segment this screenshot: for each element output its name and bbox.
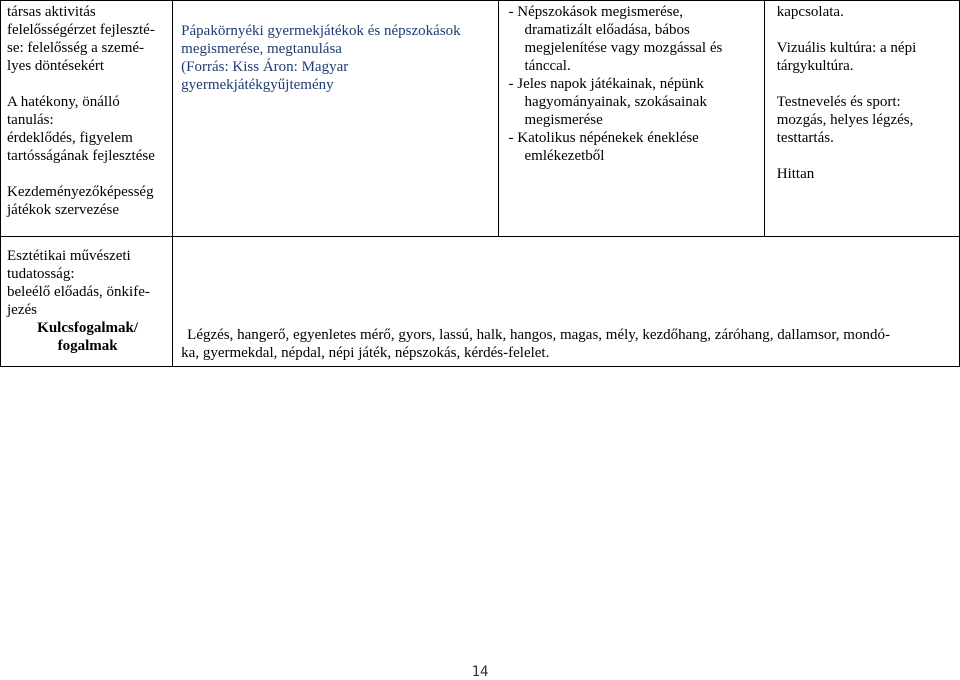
connection-item <box>777 3 955 21</box>
connection-item <box>777 39 955 75</box>
competence-text: beleélő előadás, önkife- <box>7 284 150 300</box>
activity-line: - Jeles napok játékainak, népünk <box>508 76 704 92</box>
table-row <box>1 1 960 237</box>
key-concepts-cell <box>173 237 960 367</box>
activity-line: hagyományainak, szokásainak <box>524 94 707 110</box>
activity-line: megjelenítése vagy mozgással és <box>524 40 723 56</box>
content-line: megismerése, megtanulása <box>181 41 342 57</box>
content-line: Pápakörnyéki gyermekjátékok és népszokások <box>181 23 461 39</box>
activity-line: tánccal. <box>524 58 571 74</box>
key-concepts-heading: Kulcsfogalmak/ <box>37 320 138 336</box>
competence-cell <box>1 1 173 237</box>
competence-text: társas aktivitás <box>7 4 96 20</box>
competence-text: érdeklődés, figyelem <box>7 130 133 146</box>
competence-text: A hatékony, önálló <box>7 94 120 110</box>
connection-line: Testnevelés és sport: <box>776 94 901 110</box>
content-line: (Forrás: Kiss Áron: Magyar <box>181 59 349 75</box>
connection-line: mozgás, helyes légzés, <box>776 112 914 128</box>
competence-text: jezés <box>7 302 37 318</box>
key-concepts-text: Légzés, hangerő, egyenletes mérő, gyors, lassú, halk, hangos, magas, mély, kezdőhang, záróhang, dallamsor, mondó- <box>187 327 890 343</box>
page-number: 14 <box>471 664 489 680</box>
connections-cell <box>764 1 959 237</box>
connection-item <box>777 165 955 183</box>
content-cell <box>173 1 498 237</box>
competence-text: Esztétikai művészeti <box>7 248 131 264</box>
connection-line: Hittan <box>776 166 815 182</box>
activity-line: megismerése <box>524 112 603 128</box>
content-line: gyermekjátékgyűjtemény <box>181 77 334 93</box>
competence-text: játékok szervezése <box>7 202 120 218</box>
activities-cell <box>498 1 764 237</box>
key-concepts-label-cell <box>1 237 173 367</box>
connection-item <box>777 93 955 147</box>
key-concepts-text: ka, gyermekdal, népdal, népi játék, népszokás, kérdés-felelet. <box>181 345 550 361</box>
competence-text: tanulás: <box>7 112 54 128</box>
competence-text: tartósságának fejlesztése <box>7 148 155 164</box>
competence-text: se: felelősség a szemé- <box>7 40 145 56</box>
competence-text: lyes döntésekért <box>7 58 105 74</box>
competence-text: Kezdeményezőképesség <box>7 184 154 200</box>
activity-line: dramatizált előadása, bábos <box>524 22 690 38</box>
connection-line: tárgykultúra. <box>776 58 854 74</box>
activity-line: emlékezetből <box>524 148 605 164</box>
connection-line: testtartás. <box>776 130 834 146</box>
competence-text: tudatosság: <box>7 266 75 282</box>
connection-line: Vizuális kultúra: a népi <box>776 40 917 56</box>
activity-line: - Katolikus népénekek éneklése <box>508 130 699 146</box>
connection-line: kapcsolata. <box>776 4 844 20</box>
competence-text: felelősségérzet fejleszté- <box>7 22 155 38</box>
key-concepts-heading: fogalmak <box>57 338 118 354</box>
activity-line: - Népszokások megismerése, <box>508 4 684 20</box>
table-row <box>1 237 960 367</box>
